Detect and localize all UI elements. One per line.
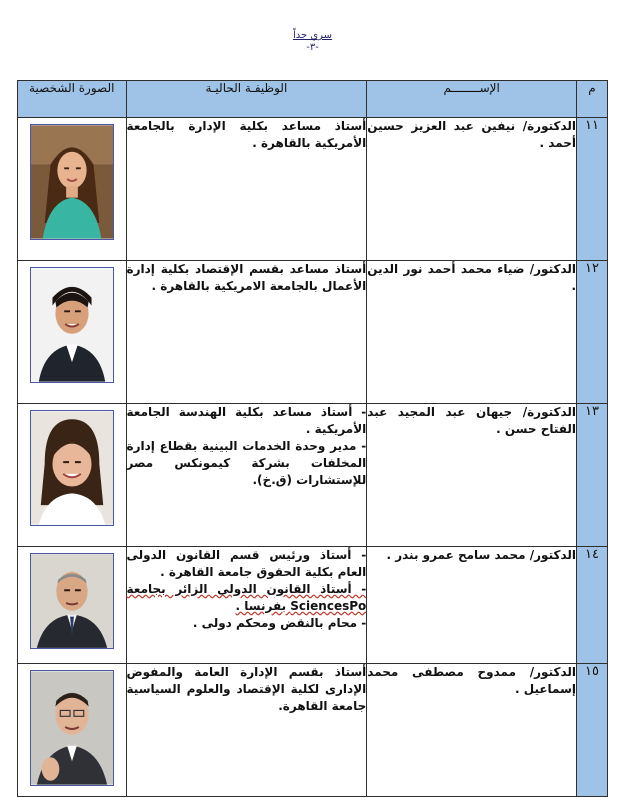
page-header bbox=[0, 30, 625, 54]
table-row bbox=[18, 261, 608, 404]
portrait-man-icon bbox=[30, 553, 114, 649]
member-job bbox=[126, 118, 367, 261]
row-number: ١٤ bbox=[577, 547, 608, 664]
member-name: الدكتور/ ممدوح مصطفى محمد إسماعيل . bbox=[367, 664, 577, 797]
member-name: الدكتور/ ضياء محمد أحمد نور الدين . bbox=[367, 261, 577, 404]
member-job bbox=[126, 547, 367, 664]
portrait-man-icon bbox=[30, 267, 114, 383]
member-photo-cell bbox=[18, 547, 127, 664]
table-row bbox=[18, 664, 608, 797]
member-photo-cell bbox=[18, 404, 127, 547]
job-line: - أستاذ القانون الدولى الزائر بجامعة SciencesPo بفرنسا . bbox=[126, 582, 367, 613]
row-number: ١١ bbox=[577, 118, 608, 261]
member-name: الدكتورة/ نيفين عبد العزيز حسين أحمد . bbox=[367, 118, 577, 261]
members-table bbox=[17, 80, 608, 797]
member-name: الدكتور/ محمد سامح عمرو بندر . bbox=[367, 547, 577, 664]
column-header-name: الإســــــــم bbox=[367, 81, 577, 118]
table-header-row bbox=[18, 81, 608, 118]
job-line: - مدير وحدة الخدمات البينية بقطاع إدارة المخلفات بشركة كيمونكس مصر للإستشارات (ق.خ). bbox=[126, 439, 367, 487]
table-row bbox=[18, 118, 608, 261]
portrait-woman-icon bbox=[30, 410, 114, 526]
member-photo-cell bbox=[18, 261, 127, 404]
job-line: أستاذ مساعد بقسم الإقتصاد بكلية إدارة الأعمال بالجامعة الامريكية بالقاهرة . bbox=[126, 262, 367, 293]
job-line: أستاذ بقسم الإدارة العامة والمفوض الإدارى لكلية الإقتصاد والعلوم السياسية جامعة القاهرة. bbox=[126, 665, 367, 713]
portrait-woman-icon bbox=[30, 124, 114, 240]
table-row bbox=[18, 547, 608, 664]
classification-label: سري جداً bbox=[292, 30, 333, 41]
member-job bbox=[126, 664, 367, 797]
row-number: ١٣ bbox=[577, 404, 608, 547]
column-header-num: م bbox=[577, 81, 608, 118]
member-photo-cell bbox=[18, 664, 127, 797]
member-job bbox=[126, 404, 367, 547]
table-row bbox=[18, 404, 608, 547]
job-line: - محام بالنقض ومحكم دولى . bbox=[192, 616, 367, 630]
column-header-photo: الصورة الشخصية bbox=[18, 81, 127, 118]
row-number: ١٥ bbox=[577, 664, 608, 797]
row-number: ١٢ bbox=[577, 261, 608, 404]
job-line: أستاذ مساعد بكلية الإدارة بالجامعة الأمريكية بالقاهرة . bbox=[126, 119, 367, 150]
member-photo-cell bbox=[18, 118, 127, 261]
column-header-job: الوظيفـة الحاليـة bbox=[126, 81, 367, 118]
job-line: - أستاذ ورئيس قسم القانون الدولى العام بكلية الحقوق جامعة القاهرة . bbox=[126, 548, 367, 579]
job-line: - أستاذ مساعد بكلية الهندسة الجامعة الأمريكية . bbox=[126, 405, 367, 436]
member-job bbox=[126, 261, 367, 404]
page-number: -٣- bbox=[306, 42, 319, 53]
member-name: الدكتورة/ جيهان عبد المجيد عبد الفتاح حسن . bbox=[367, 404, 577, 547]
portrait-man-icon bbox=[30, 670, 114, 786]
